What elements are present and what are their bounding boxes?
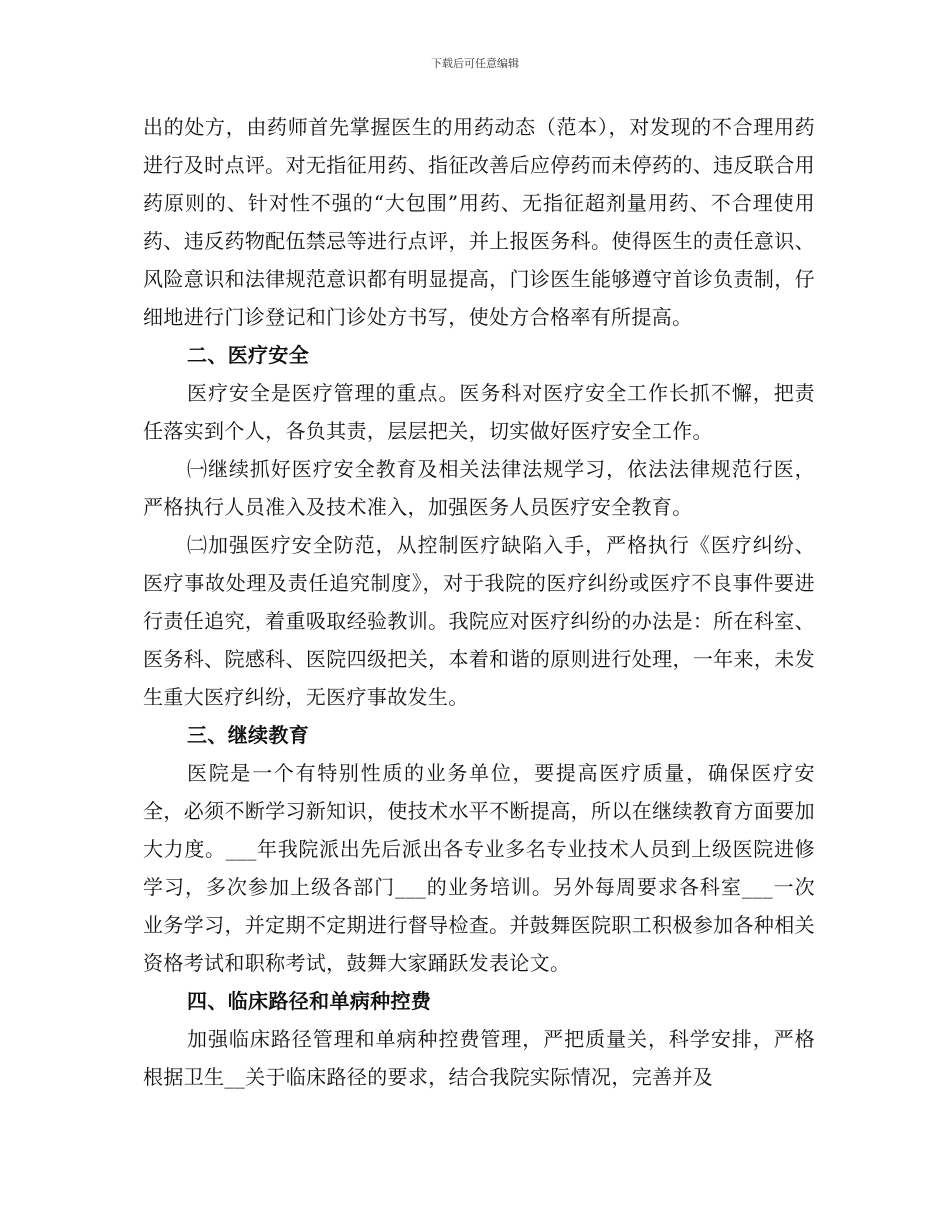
paragraph-safety-prevention: ㈡加强医疗安全防范，从控制医疗缺陷入手，严格执行《医疗纠纷、医疗事故处理及责任追究制度》，对于我院的医疗纠纷或医疗不良事件要进行责任追究，着重吸取经验教训。我院应对医疗纠纷的办法是：所在科室、医务科、院感科、医院四级把关，本着和谐的原则进行处理，一年来，未发生重大医疗纠纷，无医疗事故发生。 bbox=[143, 533, 815, 709]
page-header: 下载后可任意编辑 bbox=[431, 57, 519, 70]
section-heading-medical-safety: 二、医疗安全 bbox=[187, 343, 310, 367]
section-heading-continuing-education: 三、继续教育 bbox=[187, 723, 310, 747]
paragraph-continuing-education: 医院是一个有特别性质的业务单位，要提高医疗质量，确保医疗安全，必须不断学习新知识，使技术水平不断提高，所以在继续教育方面要加大力度。___年我院派出先后派出各专业多名专业技术人员到上级医院进修学习，多次参加上级各部门___的业务培训。另外每周要求各科室___一次业务学习，并定期不定期进行督导检查。并鼓舞医院职工积极参加各种相关资格考试和职称考试，鼓舞大家踊跃发表论文。 bbox=[143, 761, 815, 975]
paragraph-safety-education: ㈠继续抓好医疗安全教育及相关法律法规学习，依法法律规范行医，严格执行人员准入及技术准入，加强医务人员医疗安全教育。 bbox=[143, 457, 815, 519]
section-heading-clinical-pathway: 四、临床路径和单病种控费 bbox=[187, 989, 432, 1013]
paragraph-medical-safety-intro: 医疗安全是医疗管理的重点。医务科对医疗安全工作长抓不懈，把责任落实到个人，各负其责，层层把关，切实做好医疗安全工作。 bbox=[143, 381, 815, 443]
document-body bbox=[143, 108, 815, 1096]
paragraph-clinical-pathway: 加强临床路径管理和单病种控费管理，严把质量关，科学安排，严格根据卫生__关于临床路径的要求，结合我院实际情况，完善并及 bbox=[143, 1027, 815, 1089]
paragraph-prescription-review: 出的处方，由药师首先掌握医生的用药动态（范本），对发现的不合理用药进行及时点评。对无指征用药、指征改善后应停药而未停药的、违反联合用药原则的、针对性不强的“大包围”用药、无指征超剂量用药、不合理使用药、违反药物配伍禁忌等进行点评，并上报医务科。使得医生的责任意识、风险意识和法律规范意识都有明显提高，门诊医生能够遵守首诊负责制，仔细地进行门诊登记和门诊处方书写，使处方合格率有所提高。 bbox=[143, 115, 815, 329]
